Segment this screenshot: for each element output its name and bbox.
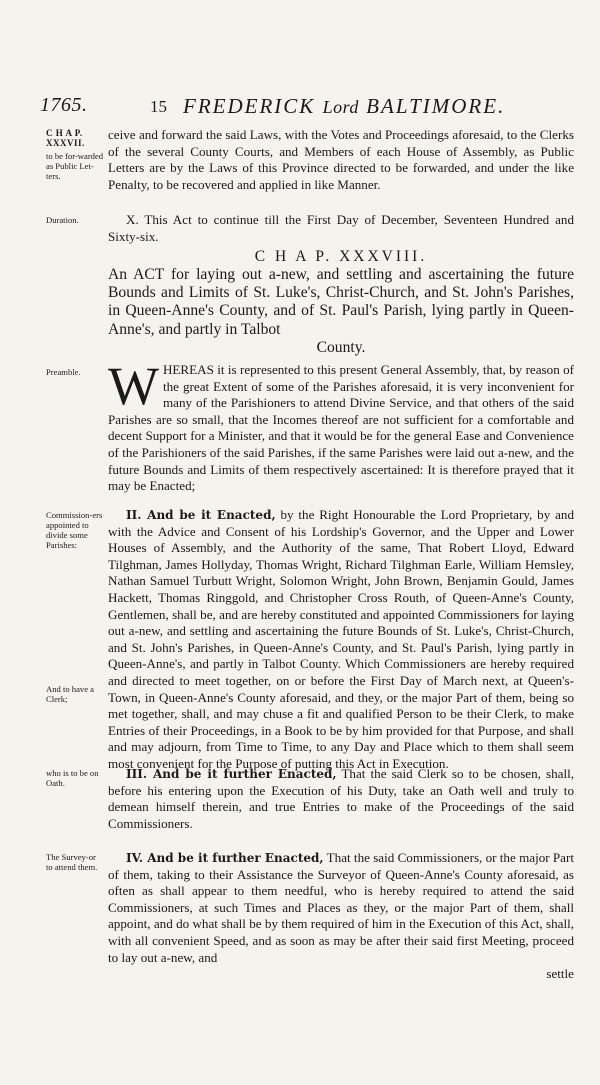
header-title-a: FREDERICK <box>183 94 316 118</box>
section-iv-text: That the said Commissioners, or the major Part of them, taking to their Assistance the Surveyor of Queen-Anne's County aforesaid, as often as shall appear to them needful, who is hereby required to attend the said Commissioners, at such Times and Places as they, or the major Part of them, shall appoint, and do what shall be by them required of him in the Execution of this Act, shall, with all convenient Speed, and as soon as may be after their said first Meeting, proceed to lay out a-new, and <box>108 850 574 965</box>
section-ii-lead: II. And be it Enacted, <box>126 508 276 522</box>
running-header <box>0 94 600 126</box>
margin-chap-ref: C H A P. XXXVII. <box>46 128 85 148</box>
section-ii <box>108 507 574 773</box>
section-iii-lead: III. And be it further Enacted, <box>126 767 337 781</box>
act-title-text: An ACT for laying out a-new, and settling and ascertaining the future Bounds and Limits of St. Luke's, Christ-Church, and St. John's Parishes, in Queen-Anne's County, and of St. Paul's Parish, lying partly in Queen-Anne's, and partly in Talbot <box>108 266 574 338</box>
header-title <box>183 94 505 119</box>
duration-section <box>108 212 574 245</box>
margin-oath: who is to be on Oath. <box>46 768 99 788</box>
section-iii-text: That the said Clerk so to be chosen, shall, before his entering upon the Execution of his Duty, take an Oath well and truly to demean himself therein, and true Entries to make of the Proceedings of the said Commissioners. <box>108 766 575 831</box>
margin-duration: Duration. <box>46 215 79 225</box>
margin-commissioners: Commission-ers appointed to divide some Parishes: <box>46 510 103 550</box>
header-year: 1765. <box>40 94 88 116</box>
drop-cap: W <box>108 356 159 416</box>
margin-public-letters: to be for-warded as Public Let-ters. <box>46 151 104 181</box>
chapter-heading: C H A P. XXXVIII. <box>254 248 428 265</box>
act-title <box>108 266 574 357</box>
duration-text: X. This Act to continue till the First Day of December, Seventeen Hundred and Sixty-six. <box>108 212 574 244</box>
catchword: settle <box>546 966 574 982</box>
section-ii-text: by the Right Honourable the Lord Proprietary, by and with the Advice and Consent of his Lordship's Governor, and the Upper and Lower Houses of Assembly, and the Authority of the same, That Robert Lloyd, Edward Tilghman, James Hollyday, Thomas Wright, Richard Tilghman Earle, William Hemsley, Nathan Samuel Turbutt Wright, Solomon Wright, John Brown, Benjamin Gould, James Hackett, Thomas Ringgold, and Christopher Cross Routh, of Queen-Anne's County, Gentlemen, shall be, and are hereby constituted and appointed Commissioners for laying out a-new, and settling and ascertaining the future Bounds of St. Luke's, Christ-Church, and St. John's Parishes, in Queen-Anne's County, and St. Paul's Parish, lying partly in Queen-Anne's, and partly in Talbot County. Which Commissioners are hereby required and directed to meet together, on or before the First Day of March next, at Queen's-Town, in Queen-Anne's County aforesaid, and they, or the major Part of them, being so met together, shall, and may chuse a fit and qualified Person to be their Clerk, to make Entries of their Proceedings, in a Book to be by him provided for that Purpose, and shall and may adjourn, from Time to Time, to any Day and Place which to them shall seem most convenient for the Purpose of putting this Act in Execution. <box>108 507 574 771</box>
page-number: 15 <box>150 97 167 116</box>
carryover-text: ceive and forward the said Laws, with the Votes and Proceedings aforesaid, to the Clerks of the several County Courts, and Members of each House of Assembly, as Public Letters are by the Laws of this Province directed to be forwarded, and under the like Penalty, to be recovered and applied in like Manner. <box>108 127 574 192</box>
preamble-section <box>108 356 574 495</box>
margin-surveyor: The Survey-or to attend them. <box>46 852 98 872</box>
preamble-text: HEREAS it is represented to this present General Assembly, that, by reason of the great Extent of some of the Parishes aforesaid, it is very inconvenient for many of the Parishioners to attend Divine Service, and that others of the said Parishes are so small, that the Incomes thereof are not sufficient for a comfortable and decent Support for a Minister, and that it would be for the general Ease and Convenience of the Parishioners of the said Parishes, if the same Parishes were laid out a-new, and the future Bounds and Limits of them respectively ascertained: It is therefore prayed that it may be Enacted; <box>108 362 574 494</box>
section-iii <box>108 766 574 832</box>
header-title-b: BALTIMORE. <box>366 94 506 118</box>
act-title-last: County. <box>316 338 366 356</box>
margin-preamble: Preamble. <box>46 367 81 377</box>
section-iv-lead: IV. And be it further Enacted, <box>126 851 324 865</box>
carryover-paragraph <box>108 127 574 193</box>
header-title-lord: Lord <box>322 97 359 117</box>
section-iv <box>108 850 574 983</box>
margin-clerk: And to have a Clerk; <box>46 684 94 704</box>
